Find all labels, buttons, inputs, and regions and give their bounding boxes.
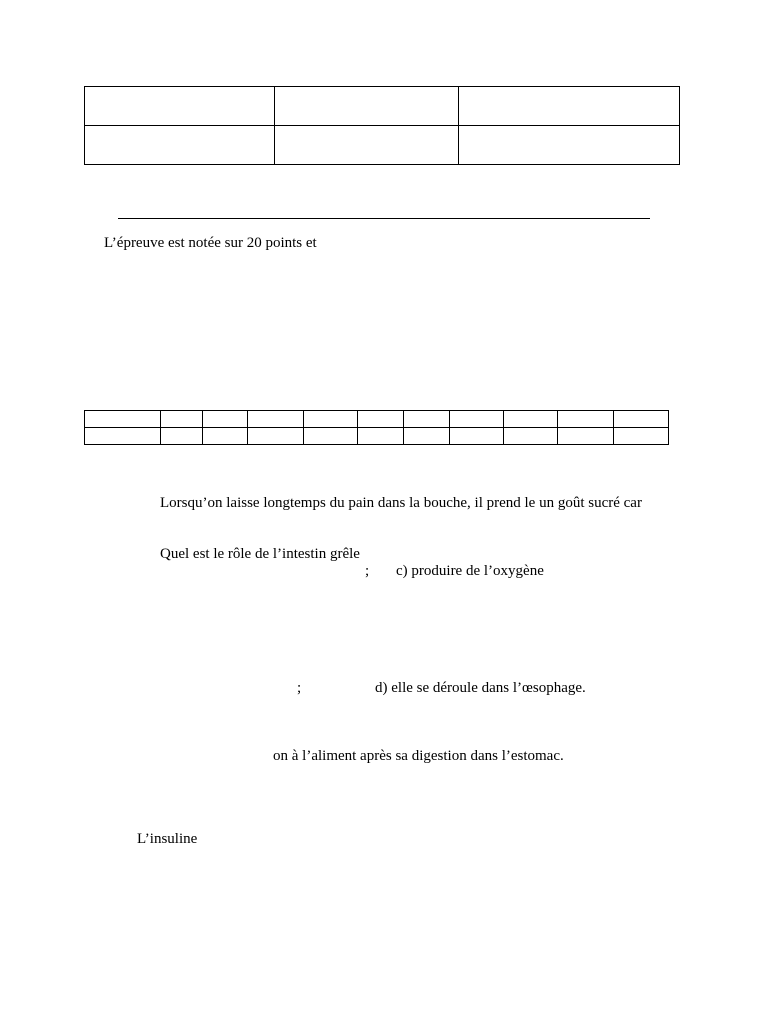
table-cell: [504, 411, 558, 428]
table-row: [85, 428, 669, 445]
table-cell: [161, 428, 203, 445]
header-table: [84, 86, 680, 165]
table-cell: [304, 428, 358, 445]
table-cell: [459, 87, 680, 126]
table-cell: [275, 87, 459, 126]
question-2-separator: ;: [365, 563, 370, 579]
table-cell: [404, 428, 450, 445]
table-cell: [275, 126, 459, 165]
table-cell: [558, 428, 614, 445]
intro-text: L’épreuve est notée sur 20 points et: [104, 235, 317, 251]
table-cell: [203, 411, 248, 428]
table-cell: [614, 411, 669, 428]
title-rule: [118, 218, 650, 219]
table-cell: [85, 411, 161, 428]
table-cell: [248, 411, 304, 428]
question-4-text: on à l’aliment après sa digestion dans l’estomac.: [273, 748, 564, 764]
table-cell: [614, 428, 669, 445]
question-1-text: Lorsqu’on laisse longtemps du pain dans la bouche, il prend le un goût sucré car: [160, 495, 642, 511]
table-cell: [248, 428, 304, 445]
table-cell: [558, 411, 614, 428]
table-cell: [459, 126, 680, 165]
table-cell: [85, 87, 275, 126]
table-cell: [85, 126, 275, 165]
table-cell: [85, 428, 161, 445]
table-cell: [504, 428, 558, 445]
table-cell: [358, 411, 404, 428]
question-5-text: L’insuline: [137, 831, 198, 847]
question-2-text: Quel est le rôle de l’intestin grêle: [160, 546, 360, 562]
table-cell: [358, 428, 404, 445]
table-row: [85, 411, 669, 428]
table-cell: [404, 411, 450, 428]
table-cell: [203, 428, 248, 445]
table-cell: [304, 411, 358, 428]
question-3-option-d: d) elle se déroule dans l’œsophage.: [375, 680, 586, 696]
table-row: [85, 126, 680, 165]
answer-grid-table: [84, 410, 669, 445]
table-row: [85, 87, 680, 126]
table-cell: [450, 428, 504, 445]
question-3-separator: ;: [297, 680, 302, 696]
table-cell: [450, 411, 504, 428]
question-2-option-c: c) produire de l’oxygène: [396, 563, 544, 579]
table-cell: [161, 411, 203, 428]
